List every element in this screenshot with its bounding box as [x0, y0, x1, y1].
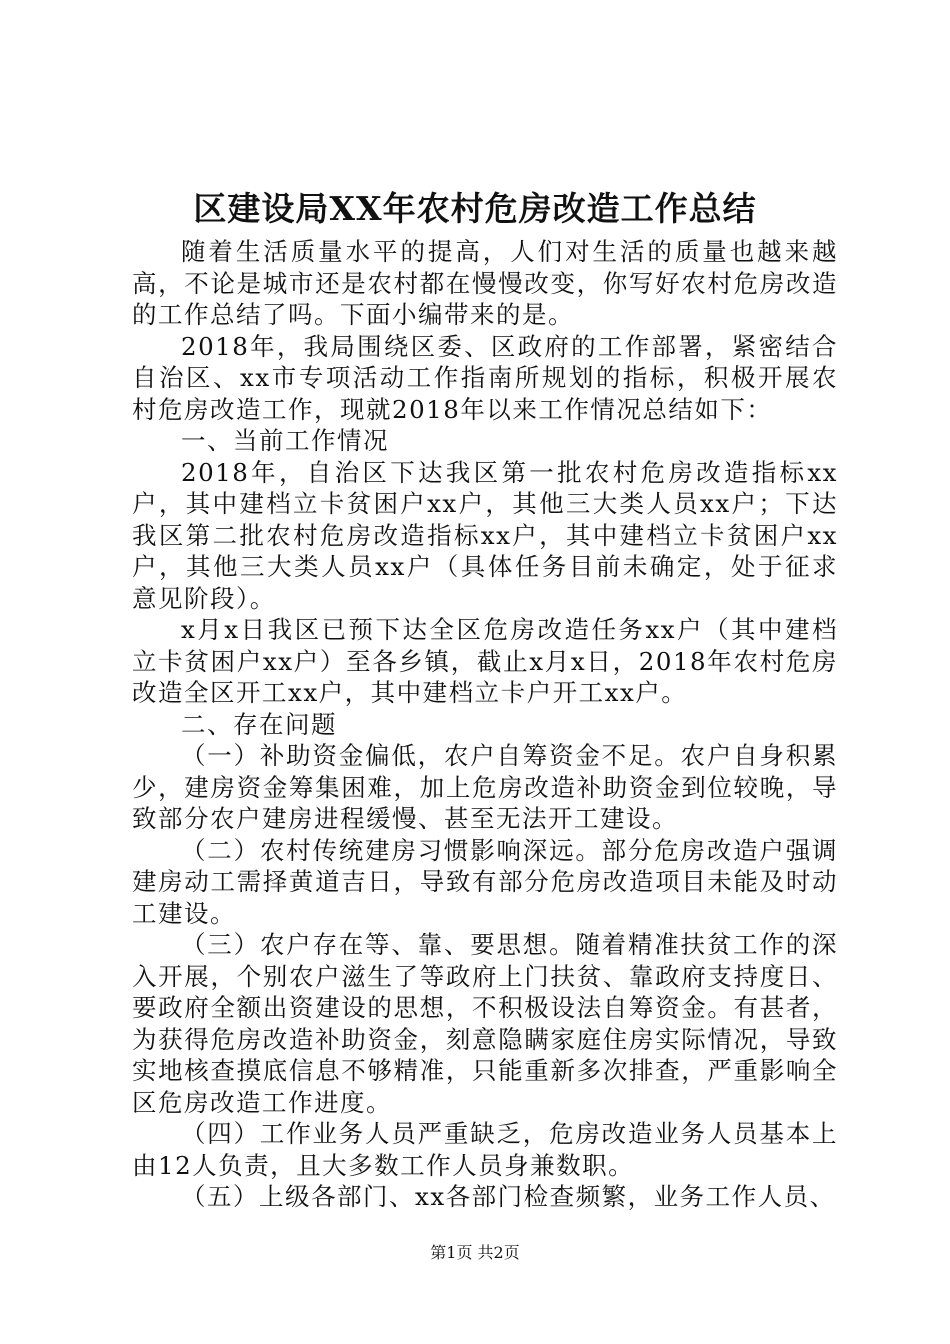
section-heading-current-work: 一、当前工作情况 [181, 426, 389, 455]
document-body [132, 236, 838, 1213]
problem-item-2: （二）农村传统建房习惯影响深远。部分危房改造户强调建房动工需择黄道吉日，导致有部分危房改造项目未能及时动工建设。 [132, 835, 838, 928]
paragraph-intro: 随着生活质量水平的提高，人们对生活的质量也越来越高，不论是城市还是农村都在慢慢改变，你写好农村危房改造的工作总结了吗。下面小编带来的是。 [132, 237, 838, 329]
problem-item-4: （四）工作业务人员严重缺乏，危房改造业务人员基本上由12人负责，且大多数工作人员身兼数职。 [132, 1119, 838, 1180]
problem-item-1: （一）补助资金偏低，农户自筹资金不足。农户自身积累少，建房资金筹集困难，加上危房改造补助资金到位较晚，导致部分农户建房进程缓慢、甚至无法开工建设。 [132, 741, 838, 833]
paragraph-targets: 2018年，自治区下达我区第一批农村危房改造指标xx户，其中建档立卡贫困户xx户，其他三大类人员xx户；下达我区第二批农村危房改造指标xx户，其中建档立卡贫困户xx户，其他三大类人员xx户（具体任务目前未确定，处于征求意见阶段）。 [132, 457, 838, 613]
paragraph-overview: 2018年，我局围绕区委、区政府的工作部署，紧密结合自治区、xx市专项活动工作指南所规划的指标，积极开展农村危房改造工作，现就2018年以来工作情况总结如下： [132, 331, 838, 424]
page-number-footer: 第1页 共2页 [430, 1243, 520, 1262]
section-heading-problems: 二、存在问题 [181, 709, 337, 739]
paragraph-progress: x月x日我区已预下达全区危房改造任务xx户（其中建档立卡贫困户xx户）至各乡镇，截止x月x日，2018年农村危房改造全区开工xx户，其中建档立卡户开工xx户。 [132, 615, 838, 707]
document-title: 区建设局XX年农村危房改造工作总结 [193, 189, 757, 228]
problem-item-3: （三）农户存在等、靠、要思想。随着精准扶贫工作的深入开展，个别农户滋生了等政府上门扶贫、靠政府支持度日、要政府全额出资建设的思想，不积极设法自筹资金。有甚者，为获得危房改造补助资金，刻意隐瞒家庭住房实际情况，导致实地核查摸底信息不够精准，只能重新多次排查，严重影响全区危房改造工作进度。 [132, 930, 838, 1117]
problem-item-5: （五）上级各部门、xx各部门检查频繁，业务工作人员、 [181, 1182, 836, 1211]
